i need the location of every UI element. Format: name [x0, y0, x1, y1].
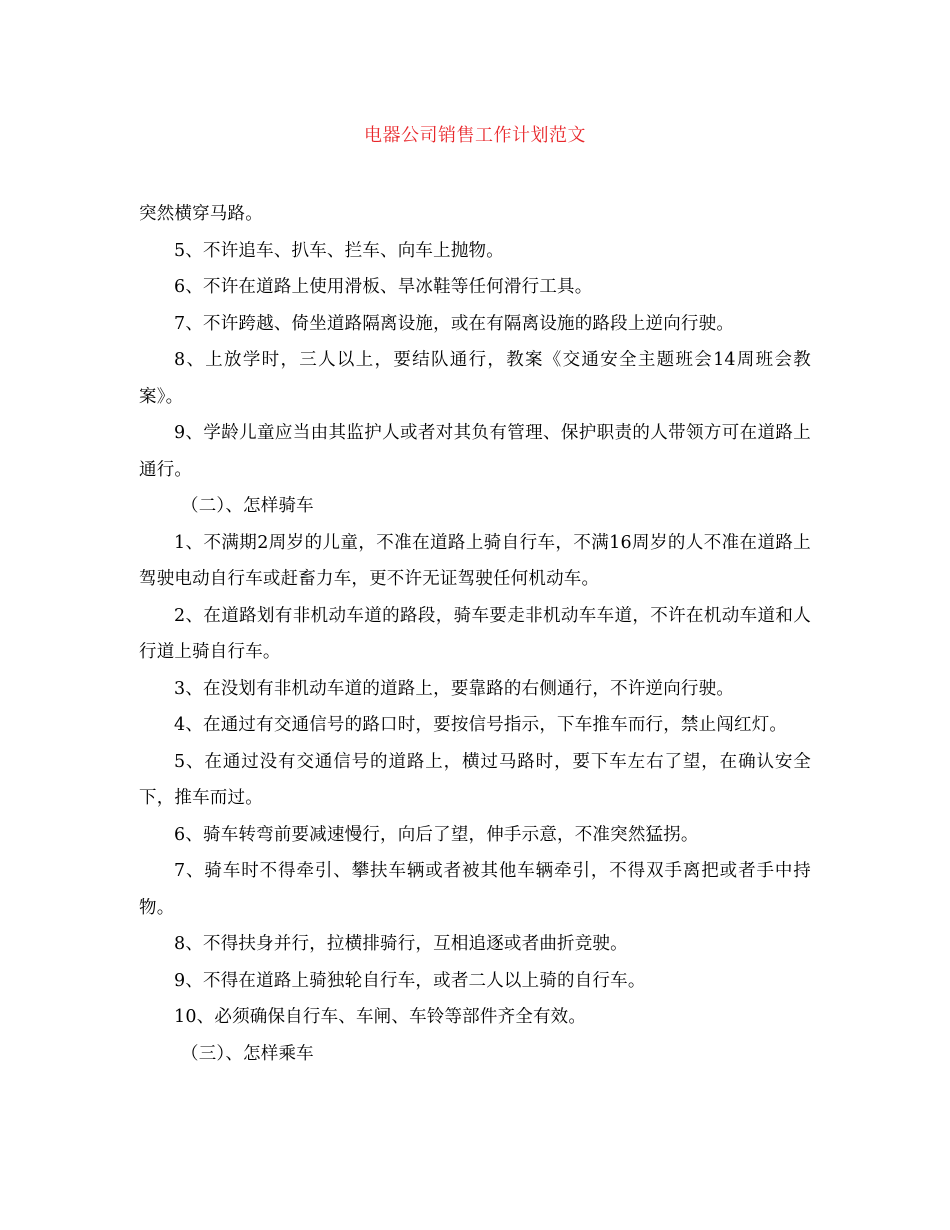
paragraph-item: 8、上放学时，三人以上，要结队通行，教案《交通安全主题班会14周班会教案》。 — [139, 350, 811, 407]
paragraph-item: 9、不得在道路上骑独轮自行车，或者二人以上骑的自行车。 — [174, 970, 646, 991]
document-body — [139, 196, 811, 1072]
paragraph-continuation: 突然横穿马路。 — [139, 204, 263, 224]
paragraph-item: 10、必须确保自行车、车闸、车铃等部件齐全有效。 — [174, 1007, 587, 1027]
paragraph-item: 6、骑车转弯前要减速慢行，向后了望，伸手示意，不准突然猛拐。 — [174, 824, 699, 845]
paragraph-item: 7、不许跨越、倚坐道路隔离设施，或在有隔离设施的路段上逆向行驶。 — [174, 313, 735, 334]
paragraph-item: 2、在道路划有非机动车道的路段，骑车要走非机动车车道，不许在机动车道和人行道上骑自行车。 — [139, 605, 811, 662]
paragraph-item: 5、在通过没有交通信号的道路上，横过马路时，要下车左右了望，在确认安全下，推车而过。 — [139, 751, 811, 808]
paragraph-item: 3、在没划有非机动车道的道路上，要靠路的右侧通行，不许逆向行驶。 — [174, 678, 735, 699]
paragraph-item: 6、不许在道路上使用滑板、旱冰鞋等任何滑行工具。 — [174, 277, 593, 297]
section-heading: （二）、怎样骑车 — [181, 496, 314, 516]
document-title: 电器公司销售工作计划范文 — [364, 125, 586, 146]
paragraph-item: 7、骑车时不得牵引、攀扶车辆或者被其他车辆牵引，不得双手离把或者手中持物。 — [139, 861, 811, 918]
paragraph-item: 8、不得扶身并行，拉横排骑行，互相追逐或者曲折竞驶。 — [174, 934, 628, 954]
paragraph-item: 1、不满期2周岁的儿童，不准在道路上骑自行车，不满16周岁的人不准在道路上驾驶电动自行车或赶畜力车，更不许无证驾驶任何机动车。 — [139, 532, 811, 589]
paragraph-item: 4、在通过有交通信号的路口时，要按信号指示，下车推车而行，禁止闯红灯。 — [174, 715, 788, 735]
paragraph-item: 5、不许追车、扒车、拦车、向车上抛物。 — [174, 240, 504, 261]
section-heading: （三）、怎样乘车 — [181, 1043, 314, 1064]
paragraph-item: 9、学龄儿童应当由其监护人或者对其负有管理、保护职责的人带领方可在道路上通行。 — [139, 423, 811, 480]
